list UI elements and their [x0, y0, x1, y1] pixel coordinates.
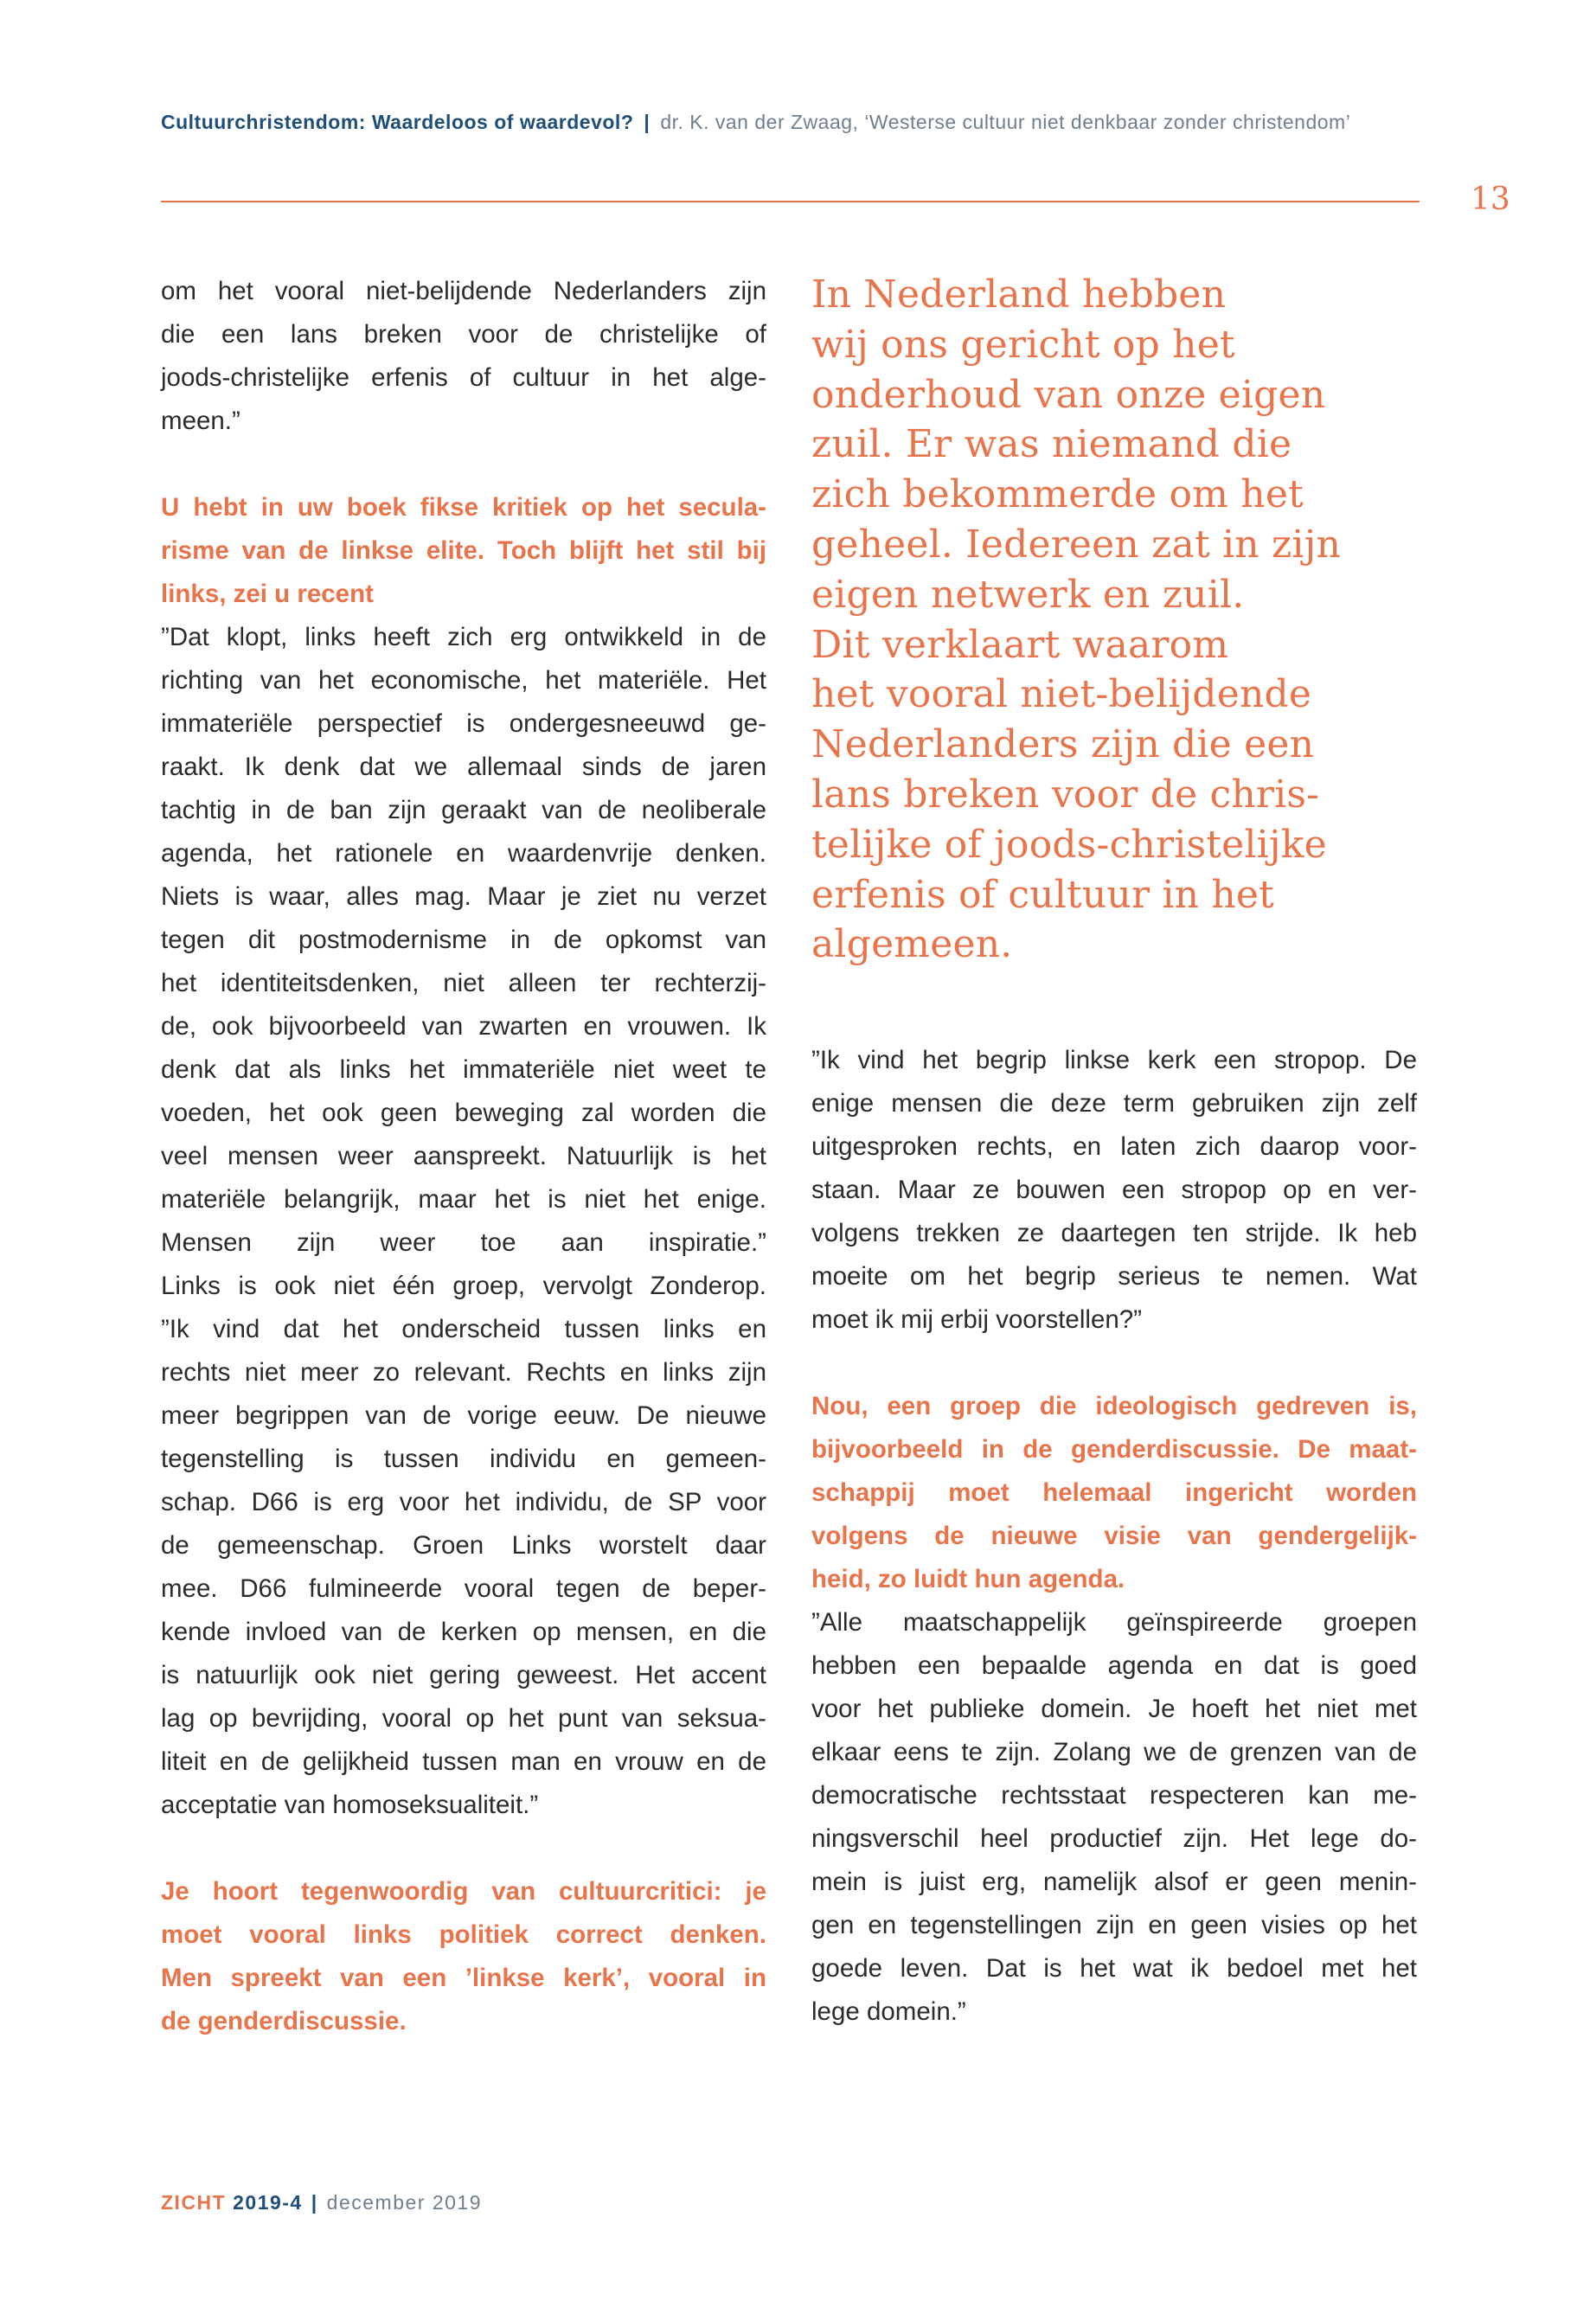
- header-rule: [161, 201, 1420, 202]
- text-line: Men spreekt van een ’linkse kerk’, vooral in: [161, 1964, 766, 1992]
- text-line: Je hoort tegenwoordig van cultuurcritici: je: [161, 1877, 766, 1906]
- pull-quote-line: algemeen.: [811, 922, 1013, 967]
- text-line: ningsverschil heel productief zijn. Het lege do-: [811, 1824, 1417, 1854]
- pull-quote-line: lans breken voor de chris-: [811, 772, 1320, 817]
- text-line: lege domein.”: [811, 1997, 966, 2027]
- text-line: Links is ook niet één groep, vervolgt Zonderop.: [161, 1272, 766, 1300]
- text-line: joods-christelijke erfenis of cultuur in het alge-: [161, 363, 766, 392]
- text-line: acceptatie van homoseksualiteit.”: [161, 1791, 539, 1819]
- paragraph-continuation: [161, 270, 766, 443]
- text-line: materiële belangrijk, maar het is niet het enige.: [161, 1185, 766, 1214]
- text-line: moet ik mij erbij voorstellen?”: [811, 1305, 1142, 1335]
- text-line: om het vooral niet-belijdende Nederlanders zijn: [161, 277, 766, 305]
- text-line: kende invloed van de kerken op mensen, en die: [161, 1618, 766, 1646]
- paragraph-answer: [161, 616, 766, 1827]
- pull-quote-line: onderhoud van onze eigen: [811, 372, 1326, 417]
- pull-quote-line: het vooral niet-belijdende: [811, 672, 1312, 717]
- text-line: mein is juist erg, namelijk alsof er geen menin-: [811, 1868, 1417, 1897]
- text-line: bijvoorbeeld in de genderdiscussie. De maat-: [811, 1435, 1417, 1465]
- text-line: uitgesproken rechts, en laten zich daarop voor-: [811, 1132, 1417, 1162]
- pull-quote: [811, 270, 1417, 970]
- text-line: risme van de linkse elite. Toch blijft het stil bij: [161, 536, 766, 565]
- header-separator: |: [644, 111, 651, 133]
- running-header: [161, 111, 1420, 134]
- text-line: volgens de nieuwe visie van gendergelijk-: [811, 1522, 1417, 1551]
- text-line: immateriële perspectief is ondergesneeuwd ge-: [161, 709, 766, 738]
- text-line: voeden, het ook geen beweging zal worden die: [161, 1099, 766, 1127]
- pull-quote-line: wij ons gericht op het: [811, 322, 1235, 367]
- text-line: Mensen zijn weer toe aan inspiratie.”: [161, 1228, 766, 1257]
- text-line: rechts niet meer zo relevant. Rechts en links zijn: [161, 1358, 766, 1387]
- text-line: meer begrippen van de vorige eeuw. De nieuwe: [161, 1401, 766, 1430]
- pull-quote-line: Dit verklaart waarom: [811, 622, 1229, 667]
- text-line: de genderdiscussie.: [161, 2007, 407, 2035]
- text-line: de, ook bijvoorbeeld van zwarten en vrouwen. Ik: [161, 1012, 766, 1041]
- text-line: die een lans breken voor de christelijke of: [161, 320, 766, 349]
- text-line: liteit en de gelijkheid tussen man en vrouw en de: [161, 1747, 766, 1776]
- series-title: Cultuurchristendom: Waardeloos of waardevol?: [161, 111, 634, 133]
- text-line: de gemeenschap. Groen Links worstelt daar: [161, 1531, 766, 1560]
- text-line: voor het publieke domein. Je hoeft het niet met: [811, 1695, 1417, 1724]
- text-line: Niets is waar, alles mag. Maar je ziet nu verzet: [161, 882, 766, 911]
- pull-quote-line: zich bekommerde om het: [811, 472, 1304, 517]
- magazine-name: ZICHT: [161, 2191, 227, 2214]
- footer-separator: |: [311, 2191, 318, 2214]
- text-line: gen en tegenstellingen zijn en geen visies op het: [811, 1911, 1417, 1940]
- text-line: raakt. Ik denk dat we allemaal sinds de jaren: [161, 753, 766, 781]
- issue-number: 2019-4: [233, 2191, 303, 2214]
- text-line: het identiteitsdenken, niet alleen ter rechterzij-: [161, 969, 766, 997]
- paragraph-answer: [811, 1039, 1417, 1342]
- text-line: staan. Maar ze bouwen een stropop op en ver-: [811, 1176, 1417, 1205]
- text-line: ”Dat klopt, links heeft zich erg ontwikkeld in de: [161, 623, 766, 651]
- text-line: schappij moet helemaal ingericht worden: [811, 1478, 1417, 1508]
- text-line: moeite om het begrip serieus te nemen. Wat: [811, 1262, 1417, 1292]
- text-line: Nou, een groep die ideologisch gedreven is,: [811, 1392, 1417, 1421]
- pull-quote-line: erfenis of cultuur in het: [811, 872, 1275, 917]
- interview-question: [811, 1385, 1417, 1601]
- text-line: tachtig in de ban zijn geraakt van de neoliberale: [161, 796, 766, 824]
- text-line: agenda, het rationele en waardenvrije denken.: [161, 839, 766, 868]
- text-line: volgens trekken ze daartegen ten strijde. Ik heb: [811, 1219, 1417, 1248]
- text-line: schap. D66 is erg voor het individu, de SP voor: [161, 1488, 766, 1516]
- text-line: heid, zo luidt hun agenda.: [811, 1565, 1125, 1594]
- text-line: elkaar eens te zijn. Zolang we de grenzen van de: [811, 1738, 1417, 1767]
- text-line: tegenstelling is tussen individu en gemeen-: [161, 1445, 766, 1473]
- text-line: mee. D66 fulmineerde vooral tegen de beper-: [161, 1574, 766, 1603]
- pull-quote-line: In Nederland hebben: [811, 272, 1227, 317]
- article-attribution: dr. K. van der Zwaag, ‘Westerse cultuur niet denkbaar zonder christendom’: [660, 111, 1351, 133]
- text-line: richting van het economische, het materiële. Het: [161, 666, 766, 695]
- left-column: [161, 270, 766, 2043]
- text-line: tegen dit postmodernisme in de opkomst van: [161, 926, 766, 954]
- pull-quote-line: Nederlanders zijn die een: [811, 722, 1315, 767]
- text-line: denk dat als links het immateriële niet weet te: [161, 1055, 766, 1084]
- pull-quote-line: geheel. Iedereen zat in zijn: [811, 522, 1342, 567]
- interview-question: [161, 486, 766, 616]
- text-line: is natuurlijk ook niet gering geweest. Het accent: [161, 1661, 766, 1689]
- interview-question: [161, 1870, 766, 2043]
- text-line: hebben een bepaalde agenda en dat is goed: [811, 1651, 1417, 1681]
- text-line: U hebt in uw boek fikse kritiek op het secula-: [161, 493, 766, 522]
- issue-date: december 2019: [326, 2191, 483, 2214]
- text-line: ”Ik vind dat het onderscheid tussen links en: [161, 1315, 766, 1343]
- text-line: lag op bevrijding, vooral op het punt van seksua-: [161, 1704, 766, 1733]
- text-line: enige mensen die deze term gebruiken zijn zelf: [811, 1089, 1417, 1118]
- text-line: veel mensen weer aanspreekt. Natuurlijk is het: [161, 1142, 766, 1170]
- text-line: moet vooral links politiek correct denken.: [161, 1920, 766, 1949]
- right-column: [811, 270, 1417, 2034]
- text-line: meen.”: [161, 407, 240, 435]
- page-footer: [161, 2191, 482, 2214]
- pull-quote-line: zuil. Er was niemand die: [811, 422, 1292, 467]
- pull-quote-line: eigen netwerk en zuil.: [811, 572, 1245, 617]
- text-line: ”Ik vind het begrip linkse kerk een stropop. De: [811, 1046, 1417, 1075]
- text-line: democratische rechtsstaat respecteren kan me-: [811, 1781, 1417, 1811]
- text-line: links, zei u recent: [161, 580, 374, 608]
- pull-quote-line: telijke of joods-christelijke: [811, 822, 1327, 867]
- text-line: ”Alle maatschappelijk geïnspireerde groepen: [811, 1608, 1417, 1638]
- page-number: 13: [1471, 182, 1510, 217]
- text-line: goede leven. Dat is het wat ik bedoel met het: [811, 1954, 1417, 1984]
- paragraph-answer: [811, 1601, 1417, 2034]
